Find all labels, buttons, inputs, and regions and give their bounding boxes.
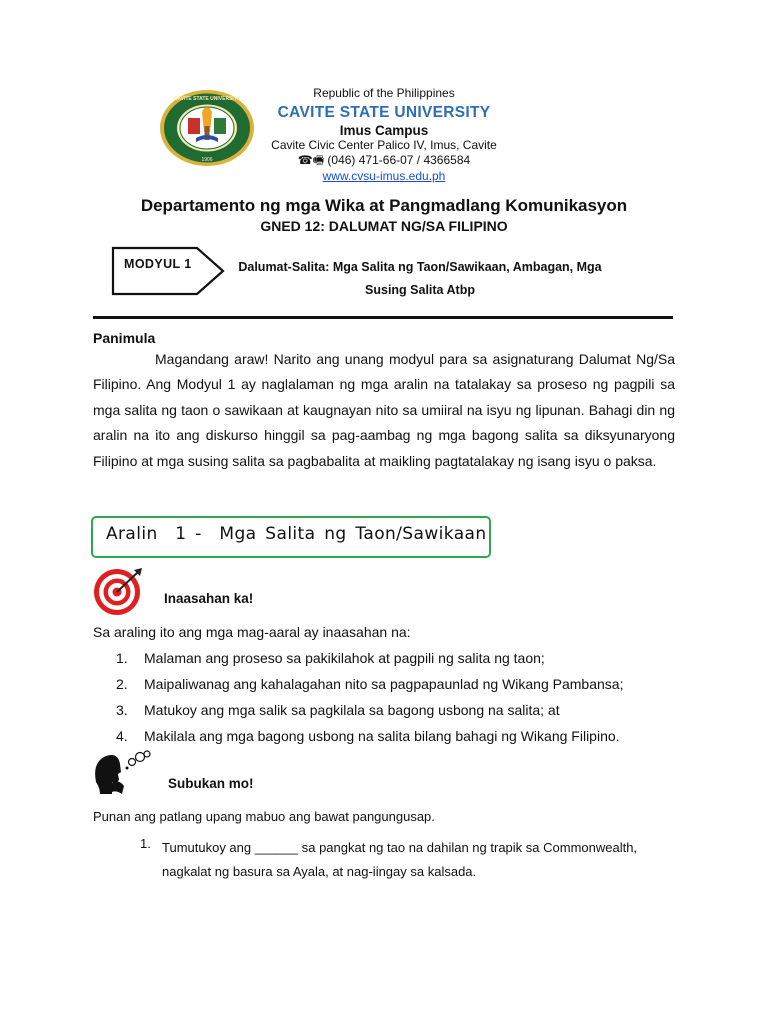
module-title-line1: Dalumat-Salita: Mga Salita ng Taon/Sawikaan, Ambagan, Mga [238, 260, 602, 274]
aralin-title: Aralin 1 - Mga Salita ng Taon/Sawikaan [106, 524, 487, 544]
list-item: 2. Maipaliwanag ang kahalagahan nito sa pagpapaunlad ng Wikang Pambansa; [116, 676, 624, 692]
republic-line: Republic of the Philippines [313, 86, 455, 100]
module-arrow-shape [111, 246, 227, 296]
inaasahan-heading: Inaasahan ka! [164, 591, 254, 606]
campus-address: Cavite Civic Center Palico IV, Imus, Cavite [271, 138, 497, 152]
letterhead [180, 86, 588, 184]
course-title: GNED 12: DALUMAT NG/SA FILIPINO [260, 218, 508, 234]
university-name: CAVITE STATE UNIVERSITY [277, 104, 491, 121]
objectives-intro: Sa araling ito ang mga mag-aaral ay inaasahan na: [93, 624, 411, 640]
target-icon [92, 566, 144, 616]
list-item: 4. Makilala ang mga bagong usbong na salita bilang bahagi ng Wikang Filipino. [116, 728, 620, 744]
panimula-text: Magandang araw! Narito ang unang modyul para sa asignaturang Dalumat Ng/Sa Filipino. Ang Modyul 1 ay naglalaman ng mga aralin na tatalakay sa proseso ng pagpili sa mga salita ng taon o sawikaan at kaugnayan nito sa umiiral na isyu ng lipunan. Bahagi din ng aralin na ito ang diskurso hinggil sa pag-aambag ng mga bagong salita sa diksyunaryong Filipino at mga susing salita sa pagbabalita at maikling pagtatalakay ng isang isyu o paksa. [93, 351, 675, 469]
panimula-heading: Panimula [93, 330, 156, 346]
module-label: MODYUL 1 [124, 257, 192, 271]
question-text: Tumutukoy ang ______ sa pangkat ng tao na dahilan ng trapik sa Commonwealth, nagkalat ng basura sa Ayala, at nag-iingay sa kalsada. [162, 840, 638, 879]
website-link[interactable]: www.cvsu-imus.edu.ph [322, 169, 446, 183]
list-item: 3. Matukoy ang mga salik sa pagkilala sa bagong usbong na salita; at [116, 702, 560, 718]
panimula-paragraph [93, 347, 675, 474]
list-item: 1. Malaman ang proseso sa pakikilahok at pagpili ng salita ng taon; [116, 650, 545, 666]
seal-ring-text: CAVITE STATE UNIVERSITY [173, 96, 241, 102]
campus-name: Imus Campus [339, 123, 429, 138]
module-title-line2: Susing Salita Atbp [365, 283, 475, 297]
contact-numbers: ☎🖷 (046) 471-66-07 / 4366584 [297, 153, 471, 167]
objectives-list [116, 650, 676, 754]
section-divider [93, 316, 673, 319]
module-title [230, 256, 610, 302]
question-number: 1. [140, 836, 151, 851]
thinking-person-icon [90, 748, 152, 800]
subukan-instruction: Punan ang patlang upang mabuo ang bawat pangungusap. [93, 809, 435, 824]
seal-year: 1906 [201, 157, 213, 163]
department-title: Departamento ng mga Wika at Pangmadlang Komunikasyon [140, 196, 628, 215]
subukan-heading: Subukan mo! [168, 776, 254, 791]
